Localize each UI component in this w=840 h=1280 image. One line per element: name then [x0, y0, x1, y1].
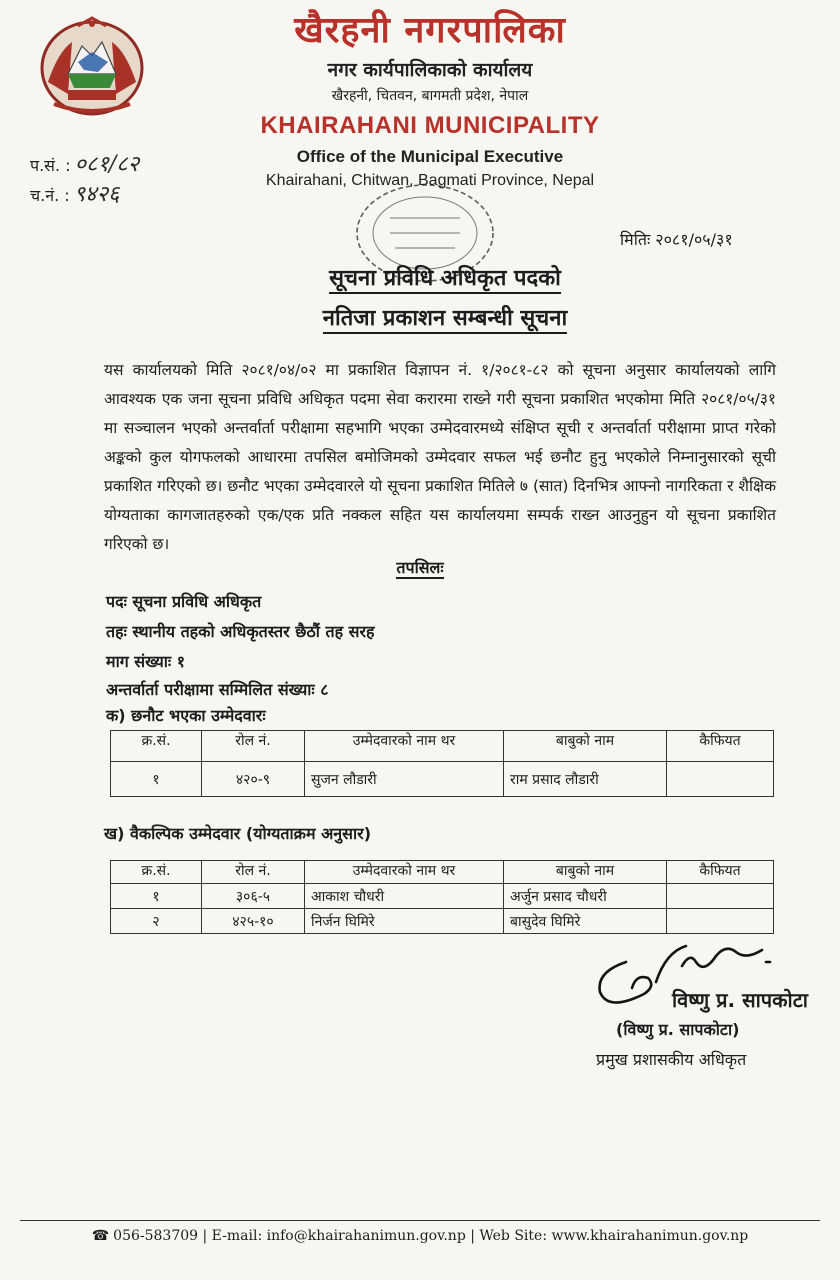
municipality-title-english: KHAIRAHANI MUNICIPALITY — [260, 112, 600, 139]
subject-line-2-text: नतिजा प्रकाशन सम्बन्धी सूचना — [323, 306, 567, 334]
subject-line-1 — [200, 262, 690, 292]
notice-date: मितिः २०८१/०५/३१ — [620, 230, 733, 249]
col-serial: क्र.सं. — [111, 731, 202, 762]
cell-serial: १ — [111, 762, 202, 797]
table-header-row — [111, 861, 774, 884]
cn-reference — [30, 178, 119, 208]
cell-name: सुजन लौडारी — [305, 762, 504, 797]
col-father: बाबुको नाम — [504, 861, 667, 884]
footer-divider — [20, 1220, 820, 1221]
tapasil-text: तपसिलः — [396, 558, 444, 577]
footer-contact-text: 056-583709 | E-mail: info@khairahanimun.gov.np | Web Site: www.khairahanimun.gov.np — [113, 1228, 749, 1244]
cell-name: निर्जन घिमिरे — [305, 909, 504, 934]
col-roll: रोल नं. — [202, 861, 305, 884]
ps-value: ०८१/८२ — [74, 152, 140, 177]
col-remarks: कैफियत — [667, 861, 774, 884]
col-name: उम्मेदवारको नाम थर — [305, 731, 504, 762]
col-roll: रोल नं. — [202, 731, 305, 762]
signatory-designation: प्रमुख प्रशासकीय अधिकृत — [596, 1050, 747, 1069]
cell-roll: ४२०-९ — [202, 762, 305, 797]
demand-count-detail: माग संख्याः १ — [106, 652, 186, 671]
interview-count-detail: अन्तर्वार्ता परीक्षामा सम्मिलित संख्याः ८ — [106, 680, 329, 699]
cell-father: बासुदेव घिमिरे — [504, 909, 667, 934]
col-remarks: कैफियत — [667, 731, 774, 762]
cn-value: ९४२६ — [73, 182, 120, 207]
subject-line-2 — [200, 302, 690, 332]
notice-body: यस कार्यालयको मिति २०८१/०४/०२ मा प्रकाशित विज्ञापन नं. १/२०८१-८२ को सूचना अनुसार कार्यालयको लागि आवश्यक एक जना सूचना प्रविधि अधिकृत पदमा सेवा करारमा राख्ने गरी सूचना प्रकाशित भएकोमा मिति २०८१/०५/३१ मा सञ्चालन भएको अन्तर्वार्ता परीक्षामा सहभागि भएका उम्मेदवारमध्ये संक्षिप्त सूची र अन्तर्वार्ता परीक्षामा प्राप्त गरेको अङ्कको कुल योगफलको आधारमा तपसिल बमोजिमको उम्मेदवार सफल भई छनौट हुनु भएकोले निम्नानुसारको सूची प्रकाशित गरिएको छ। छनौट भएका उम्मेदवारले यो सूचना प्रकाशित मितिले ७ (सात) दिनभित्र आफ्नो नागरिकता र शैक्षिक योग्यताका कागजातहरुको एक/एक प्रति नक्कल सहित यस कार्यालयमा सम्पर्क राख्न आउनुहुन यो सूचना प्रकाशित गरिएको छ। — [104, 361, 776, 553]
cell-serial: २ — [111, 909, 202, 934]
cell-remarks — [667, 762, 774, 797]
col-father: बाबुको नाम — [504, 731, 667, 762]
address-english: Khairahani, Chitwan, Bagmati Province, Nepal — [265, 172, 595, 189]
office-name-nepali: नगर कार्यपालिकाको कार्यालय — [327, 59, 533, 81]
section-b-title: ख) वैकल्पिक उम्मेदवार (योग्यताक्रम अनुसार) — [104, 824, 372, 843]
signatory-name-parenthetical: (विष्णु प्र. सापकोटा) — [616, 1020, 740, 1039]
ps-reference — [30, 148, 139, 178]
cell-roll: ४२५-१० — [202, 909, 305, 934]
table-row — [111, 884, 774, 909]
level-detail: तहः स्थानीय तहको अधिकृतस्तर छैठौं तह सरह — [106, 622, 375, 641]
telephone-icon: ☎ — [91, 1228, 110, 1244]
cell-father: अर्जुन प्रसाद चौधरी — [504, 884, 667, 909]
address-nepali: खैरहनी, चितवन, बागमती प्रदेश, नेपाल — [331, 88, 529, 104]
col-name: उम्मेदवारको नाम थर — [305, 861, 504, 884]
ps-label: प.सं. : — [30, 156, 71, 175]
section-a-title: क) छनौट भएका उम्मेदवारः — [106, 706, 266, 725]
footer-contact — [0, 1228, 840, 1244]
table-row — [111, 762, 774, 797]
signatory-name: विष्णु प्र. सापकोटा — [672, 988, 808, 1012]
cell-father: राम प्रसाद लौडारी — [504, 762, 667, 797]
selected-candidates-table — [110, 730, 774, 797]
office-name-english: Office of the Municipal Executive — [296, 147, 564, 166]
cn-label: च.नं. : — [30, 186, 70, 205]
cell-serial: १ — [111, 884, 202, 909]
municipality-title-nepali: खैरहनी नगरपालिका — [294, 10, 566, 51]
post-detail: पदः सूचना प्रविधि अधिकृत — [106, 592, 262, 611]
tapasil-heading — [0, 556, 840, 578]
cell-remarks — [667, 884, 774, 909]
subject-line-1-text: सूचना प्रविधि अधिकृत पदको — [329, 266, 561, 294]
nepal-emblem-icon — [38, 12, 146, 120]
col-serial: क्र.सं. — [111, 861, 202, 884]
table-header-row — [111, 731, 774, 762]
cell-roll: ३०६-५ — [202, 884, 305, 909]
cell-name: आकाश चौधरी — [305, 884, 504, 909]
